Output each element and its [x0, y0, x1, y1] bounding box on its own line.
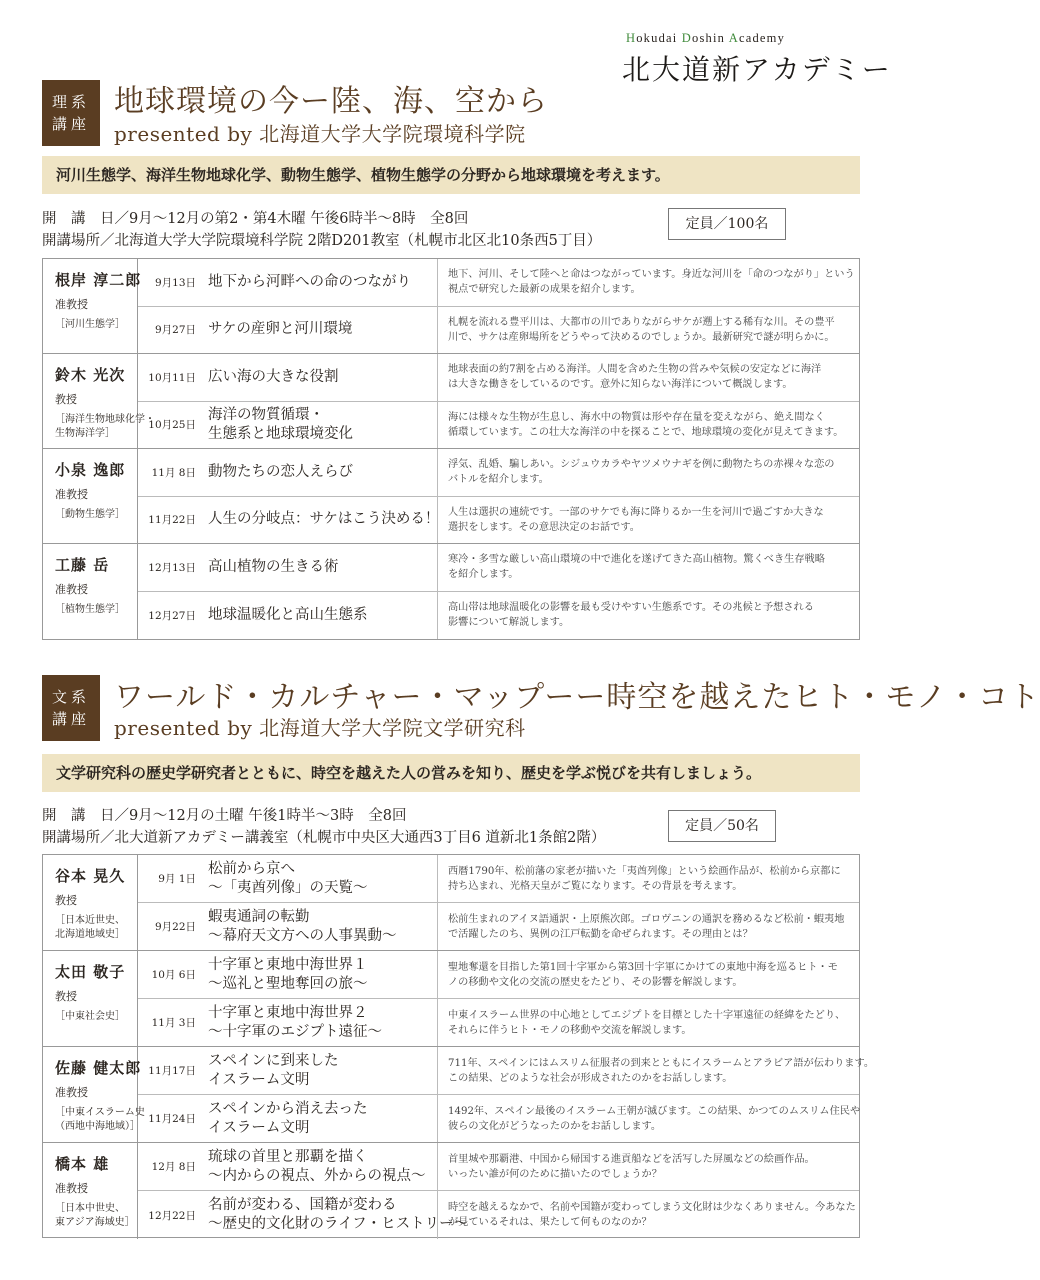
lecturer-field: ［河川生態学］ [55, 319, 125, 330]
session-title: 琉球の首里と那覇を描く ～内からの視点、外からの視点～ [208, 1148, 426, 1184]
lecturer-name: 工藤 岳 [55, 556, 110, 574]
session-title: スペインに到来した イスラーム文明 [208, 1052, 339, 1088]
lecturer-field: ［植物生態学］ [55, 604, 125, 615]
lecturer-rank: 准教授 [55, 1182, 88, 1195]
humanities-badge: 文系 講座 [42, 675, 100, 741]
session-date: 11月22日 [148, 514, 196, 527]
session-row [138, 951, 859, 999]
session-description: 地球表面の約7割を占める海洋。人間を含めた生物の営みや気候の安定などに海洋 は大きな働きをしているのです。意外に知らない海洋について概説します。 [437, 354, 857, 401]
lecturer-field: ［中東イスラーム史 （西地中海地域）］ [55, 1107, 145, 1132]
lecturer-field: ［中東社会史］ [55, 1011, 125, 1022]
science-subtitle: presented by 北海道大学大学院環境科学院 [114, 122, 526, 146]
humanities-subtitle: presented by 北海道大学大学院文学研究科 [114, 716, 526, 740]
session-description: 浮気、乱婚、騙しあい。シジュウカラやヤツメウナギを例に動物たちの赤裸々な恋の バトルを紹介します。 [437, 449, 857, 496]
session-row [138, 1095, 859, 1143]
humanities-title: ワールド・カルチャー・マップーー時空を越えたヒト・モノ・コト [114, 680, 1040, 715]
session-title: 松前から京へ ～「夷酋列像」の天覧～ [208, 860, 368, 896]
science-badge: 理系 講座 [42, 80, 100, 146]
lecturer-cell [43, 855, 138, 951]
session-title: 人生の分岐点：サケはこう決める！ [208, 511, 440, 528]
session-date: 9月 1日 [158, 873, 196, 885]
lecturer-rank: 教授 [55, 393, 77, 406]
humanities-schedule: 開 講 日／9月～12月の土曜 午後1時半～3時 全8回 [42, 808, 407, 824]
session-title: スペインから消え去った イスラーム文明 [208, 1100, 368, 1136]
session-row [138, 497, 859, 545]
session-description: 高山帯は地球温暖化の影響を最も受けやすい生態系です。その兆候と予想される 影響について解説します。 [437, 592, 857, 640]
session-row [138, 855, 859, 903]
session-row [138, 354, 859, 402]
lecturer-name: 太田 敬子 [55, 963, 126, 981]
humanities-lecture-table [42, 854, 875, 1238]
science-capacity: 定員／100名 [668, 208, 786, 240]
lecturer-rank: 准教授 [55, 583, 88, 596]
session-description: 中東イスラーム世界の中心地としてエジプトを目標とした十字軍遠征の経緯をたどり、 それらに伴うヒト・モノの移動や交流を解説します。 [437, 999, 857, 1046]
session-description: 首里城や那覇港、中国から帰国する進貢船などを活写した屏風などの絵画作品。 いったい誰が何のために描いたのでしょうか？ [437, 1143, 857, 1190]
session-date: 10月 6日 [151, 969, 196, 981]
session-row [138, 449, 859, 497]
session-row [138, 307, 859, 355]
session-row [138, 259, 859, 307]
lecturer-name: 根岸 淳二郎 [55, 271, 142, 289]
session-date: 9月22日 [154, 921, 196, 933]
session-title: 十字軍と東地中海世界２ ～十字軍のエジプト遠征～ [208, 1004, 382, 1040]
lecturer-cell [43, 449, 138, 544]
session-date: 11月24日 [148, 1113, 196, 1125]
session-row [138, 1143, 859, 1191]
session-date: 10月25日 [148, 419, 196, 432]
session-description: 時空を越えるなかで、名前や国籍が変わってしまう文化財は少なくありません。今あなた が見ているそれは、果たして何ものなのか？ [437, 1191, 857, 1239]
session-description: 寒冷・多雪な厳しい高山環境の中で進化を遂げてきた高山植物。驚くべき生存戦略 を紹介します。 [437, 544, 857, 591]
lecturer-name: 橋本 雄 [55, 1155, 110, 1173]
brand-english: Hokudai Doshin Academy [626, 31, 786, 45]
session-title: 十字軍と東地中海世界１ ～巡礼と聖地奪回の旅～ [208, 956, 368, 992]
session-date: 11月 3日 [151, 1017, 196, 1029]
session-row [138, 544, 859, 592]
session-row [138, 1191, 859, 1239]
session-date: 12月 8日 [151, 1161, 196, 1173]
lecturer-cell [43, 259, 142, 354]
session-row [138, 999, 859, 1047]
lecturer-cell [43, 951, 138, 1047]
session-description: 西暦1790年、松前藩の家老が描いた「夷酋列像」という絵画作品が、松前から京都に 持ち込まれ、光格天皇がご覧になります。その背景を考えます。 [437, 855, 857, 902]
science-lead: 河川生態学、海洋生物地球化学、動物生態学、植物生態学の分野から地球環境を考えます。 [42, 156, 860, 194]
session-description: 聖地奪還を目指した第1回十字軍から第3回十字軍にかけての東地中海を巡るヒト・モ ノの移動や文化の交流の歴史をたどり、その影響を解説します。 [437, 951, 857, 998]
science-schedule: 開 講 日／9月～12月の第2・第4木曜 午後6時半～8時 全8回 [42, 211, 469, 227]
lecturer-name: 小泉 逸郎 [55, 461, 126, 479]
science-lecture-table [42, 258, 860, 640]
session-title: 海洋の物質循環・ 生態系と地球環境変化 [208, 406, 353, 442]
session-title: 動物たちの恋人えらび [208, 463, 353, 480]
lecturer-cell [43, 1143, 138, 1239]
session-description: 人生は選択の連続です。一部のサケでも海に降りるか一生を河川で過ごすか大きな 選択をします。その意思決定のお話です。 [437, 497, 857, 544]
session-date: 9月13日 [154, 276, 196, 289]
session-row [138, 903, 859, 951]
session-row [138, 402, 859, 450]
session-date: 12月27日 [148, 609, 196, 622]
lecturer-rank: 教授 [55, 894, 77, 907]
lecturer-field: ［動物生態学］ [55, 509, 125, 520]
lecturer-rank: 准教授 [55, 298, 88, 311]
session-description: 海には様々な生物が生息し、海水中の物質は形や存在量を変えながら、絶え間なく 循環しています。この壮大な海洋の中を探ることで、地球環境の変化が見えてきます。 [437, 402, 857, 449]
session-title: 高山植物の生きる術 [208, 558, 339, 575]
session-date: 10月11日 [148, 371, 196, 384]
session-title: 広い海の大きな役割 [208, 368, 339, 385]
lecturer-field: ［日本中世史、 東アジア海域史］ [55, 1203, 135, 1228]
session-date: 9月27日 [154, 324, 196, 337]
session-date: 12月22日 [148, 1209, 196, 1222]
session-date: 12月13日 [148, 561, 196, 574]
session-description: 711年、スペインにはムスリム征服者の到来とともにイスラームとアラビア語が伝わります。 この結果、どのような社会が形成されたのかをお話しします。 [437, 1047, 857, 1094]
session-date: 11月17日 [148, 1065, 196, 1077]
lecturer-field: ［日本近世史、 北海道地域史］ [55, 915, 125, 940]
science-title: 地球環境の今ー陸、海、空から [114, 84, 548, 119]
lecturer-cell [43, 1047, 145, 1143]
session-description: 松前生まれのアイヌ語通訳・上原熊次郎。ゴロヴニンの通訳を務めるなど松前・蝦夷地 で活躍したのち、異例の江戸転勤を命ぜられます。その理由とは？ [437, 903, 857, 950]
lecturer-name: 佐藤 健太郎 [55, 1059, 142, 1077]
lecturer-rank: 准教授 [55, 488, 88, 501]
session-title: 地下から河畔への命のつながり [208, 273, 411, 290]
session-row [138, 1047, 875, 1095]
lecturer-field: ［海洋生物地球化学・ 生物海洋学］ [55, 414, 155, 439]
lecturer-cell [43, 354, 155, 449]
session-description: 地下、河川、そして陸へと命はつながっています。身近な河川を「命のつながり」という 視点で研究した最新の成果を紹介します。 [437, 259, 857, 306]
science-venue: 開講場所／北海道大学大学院環境科学院 2階D201教室（札幌市北区北10条西5丁目） [42, 233, 602, 249]
lecturer-rank: 教授 [55, 990, 77, 1003]
session-description: 札幌を流れる豊平川は、大都市の川でありながらサケが遡上する稀有な川。その豊平 川で、サケは産卵場所をどうやって決めるのでしょうか。最新研究で謎が明らかに。 [437, 307, 857, 354]
session-description: 1492年、スペイン最後のイスラーム王朝が滅びます。この結果、かつてのムスリム住民や 彼らの文化がどうなったのかをお話しします。 [437, 1095, 857, 1142]
humanities-venue: 開講場所／北大道新アカデミー講義室（札幌市中央区大通西3丁目6 道新北1条館2階） [42, 830, 606, 846]
session-title: 名前が変わる、国籍が変わる ～歴史的文化財のライフ・ヒストリー～ [208, 1197, 469, 1232]
lecturer-name: 谷本 晃久 [55, 867, 126, 885]
session-title: サケの産卵と河川環境 [208, 321, 353, 338]
session-row [138, 592, 859, 640]
lecturer-rank: 准教授 [55, 1086, 88, 1099]
humanities-capacity: 定員／50名 [668, 810, 776, 842]
humanities-lead: 文学研究科の歴史学研究者とともに、時空を越えた人の営みを知り、歴史を学ぶ悦びを共有しましょう。 [42, 754, 860, 792]
session-title: 地球温暖化と高山生態系 [208, 606, 368, 623]
session-title: 蝦夷通詞の転勤 ～幕府天文方への人事異動～ [208, 908, 397, 944]
brand-logo: 北大道新アカデミー [622, 53, 892, 86]
session-date: 11月 8日 [151, 466, 196, 479]
lecturer-cell [43, 544, 138, 639]
lecturer-name: 鈴木 光次 [55, 366, 126, 384]
